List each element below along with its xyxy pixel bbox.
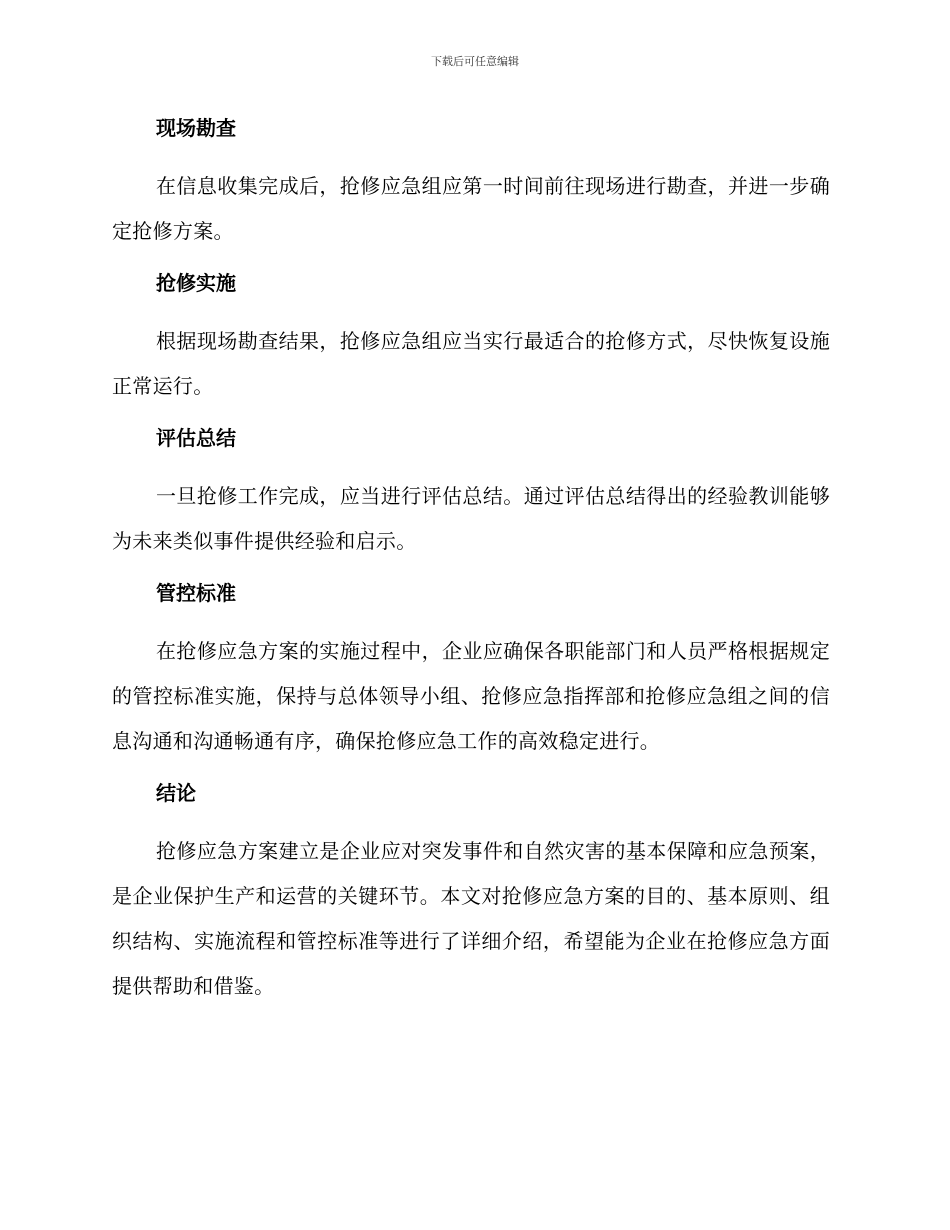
section-heading: 抢修实施 [156,271,236,295]
section-site-survey [112,110,830,254]
section-heading: 结论 [156,781,196,805]
section-paragraph: 在抢修应急方案的实施过程中，企业应确保各职能部门和人员严格根据规定的管控标准实施，保持与总体领导小组、抢修应急指挥部和抢修应急组之间的信息沟通和沟通畅通有序，确保抢修应急工作的高效稳定进行。 [112,639,830,753]
section-paragraph: 根据现场勘查结果，抢修应急组应当实行最适合的抢修方式，尽快恢复设施正常运行。 [112,329,830,398]
document-body [112,110,830,1020]
section-repair-implementation [112,265,830,409]
section-conclusion [112,775,830,1009]
section-paragraph: 在信息收集完成后，抢修应急组应第一时间前往现场进行勘查，并进一步确定抢修方案。 [112,174,830,243]
section-heading: 现场勘查 [156,116,236,140]
page-header: 下载后可任意编辑 [431,55,519,68]
section-heading: 管控标准 [156,581,236,605]
section-paragraph: 抢修应急方案建立是企业应对突发事件和自然灾害的基本保障和应急预案，是企业保护生产和运营的关键环节。本文对抢修应急方案的目的、基本原则、组织结构、实施流程和管控标准等进行了详细介绍，希望能为企业在抢修应急方面提供帮助和借鉴。 [112,839,830,998]
section-control-standards [112,575,830,764]
section-paragraph: 一旦抢修工作完成，应当进行评估总结。通过评估总结得出的经验教训能够为未来类似事件提供经验和启示。 [112,484,830,553]
section-heading: 评估总结 [156,426,236,450]
section-evaluation-summary [112,420,830,564]
